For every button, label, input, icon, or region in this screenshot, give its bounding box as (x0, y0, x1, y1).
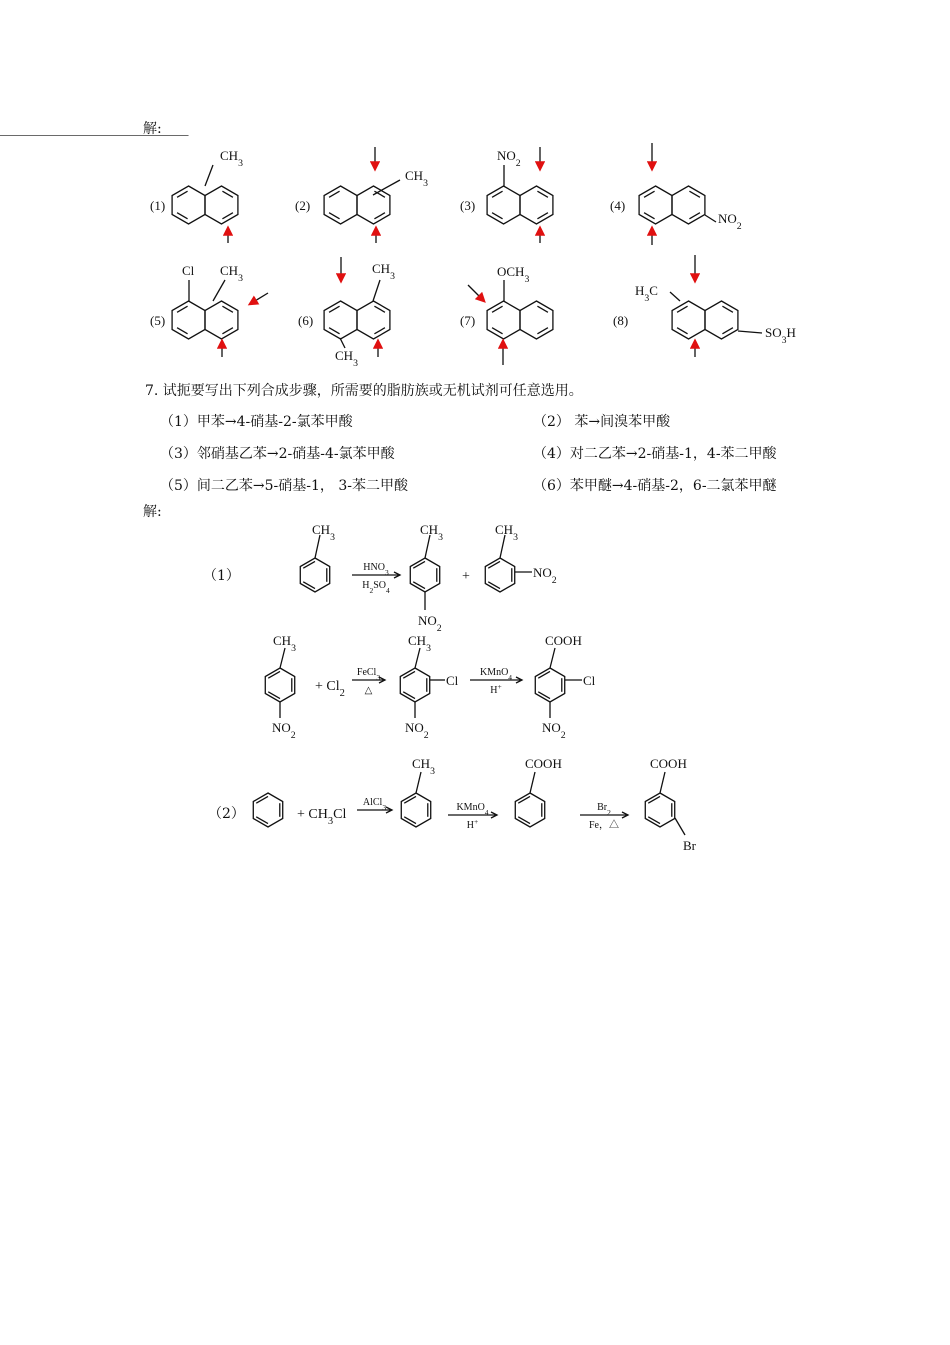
group-ch3: $CH_3$ (420, 522, 443, 543)
double-bond (518, 817, 530, 824)
substituent-bond (738, 331, 762, 333)
double-bond (648, 796, 660, 803)
reagent-above: KMnO$_4$ (456, 802, 489, 817)
double-bond (538, 692, 550, 699)
cl2-reagent: + $Cl_2$ (315, 679, 345, 699)
reagent-above: $HNO_3$ (363, 562, 389, 577)
ring (485, 558, 514, 592)
ring (705, 301, 738, 339)
double-bond (488, 582, 500, 589)
ring (172, 301, 205, 339)
group-cl: Cl (446, 673, 459, 688)
substituent-bond (205, 165, 213, 186)
item-number-8: (8) (613, 313, 629, 328)
ring (205, 301, 238, 339)
naphthalene-6 (324, 301, 390, 339)
double-bond (413, 561, 425, 568)
reagent-below: H+ (490, 681, 502, 696)
naphthalene-1 (172, 186, 238, 224)
item-number-7: (7) (460, 313, 476, 328)
red-arrow (250, 293, 268, 304)
plus-sign: + (462, 569, 470, 584)
substituent-h3c: $H_3C$ (635, 283, 658, 304)
ring (645, 793, 674, 827)
group-no2: $NO_2$ (418, 613, 442, 634)
substituent-cl: Cl (182, 263, 195, 278)
double-bond (403, 671, 415, 678)
double-bond (268, 692, 280, 699)
item-number-2: (2) (295, 198, 311, 213)
ring (357, 186, 390, 224)
substituent-bond (530, 772, 535, 793)
ring (400, 668, 429, 702)
group-ch3: $CH_3$ (412, 756, 435, 777)
group-ch3: $CH_3$ (495, 522, 518, 543)
double-bond (488, 561, 500, 568)
m-bromobenzoic-acid (645, 793, 674, 827)
naphthalene-structures (0, 135, 950, 370)
substituent-bond (705, 215, 716, 222)
substituent-bond (280, 648, 285, 668)
item-number-5: (5) (150, 313, 166, 328)
ring (324, 186, 357, 224)
ring (410, 558, 439, 592)
substituent-ch3: $CH_3$ (372, 261, 395, 282)
group-no2: $NO_2$ (405, 720, 429, 741)
answer-label-7: 解: (143, 504, 162, 520)
double-bond (648, 817, 660, 824)
q7-item-2: （2） 苯→间溴苯甲酸 (533, 414, 671, 430)
substituent-och3: $OCH_3$ (497, 264, 530, 285)
reagent-above: $Br_2$ (597, 802, 611, 817)
ring (520, 186, 553, 224)
substituent-bond (500, 535, 505, 558)
double-bond (518, 796, 530, 803)
benzene (253, 793, 282, 827)
group-cooh: COOH (650, 756, 687, 771)
ring (253, 793, 282, 827)
substituent-bond (425, 535, 430, 558)
group-cooh: COOH (545, 633, 582, 648)
item-number-6: (6) (298, 313, 314, 328)
naphthalene-8 (672, 301, 738, 339)
ch3cl-reagent: + $CH_3Cl$ (297, 807, 347, 827)
naphthalene-4 (639, 186, 705, 224)
substituent-bond (550, 648, 555, 668)
substituent-no2: $NO_2$ (497, 148, 521, 169)
substituent-bond (415, 648, 420, 668)
substituent-bond (315, 535, 320, 558)
reagent-below: $H_2SO_4$ (362, 580, 390, 595)
ring (487, 301, 520, 339)
substituent-bond (670, 292, 680, 301)
item-number-3: (3) (460, 198, 476, 213)
group-ch3: $CH_3$ (312, 522, 335, 543)
double-bond (404, 796, 416, 803)
q7-item-6: （6）苯甲醚→4-硝基-2，6-二氯苯甲醚 (533, 478, 777, 494)
q7-item-4: （4）对二乙苯→2-硝基-1，4-苯二甲酸 (533, 446, 777, 462)
reagent-below: △ (364, 685, 373, 696)
synthesis-1-label: （1） (203, 568, 240, 584)
synthesis-schemes (0, 510, 950, 860)
item-number-1: (1) (150, 198, 166, 213)
toluene (401, 793, 430, 827)
double-bond (268, 671, 280, 678)
ring (639, 186, 672, 224)
group-no2: $NO_2$ (272, 720, 296, 741)
naphthalene-7 (487, 301, 553, 339)
o-nitrotoluene (485, 558, 514, 592)
ring (515, 793, 544, 827)
double-bond (538, 671, 550, 678)
naphthalene-3 (487, 186, 553, 224)
double-bond (303, 561, 315, 568)
p-nitrotoluene (410, 558, 439, 592)
q7-item-1: （1）甲苯→4-硝基-2-氯苯甲酸 (160, 414, 353, 430)
substituent-bond (675, 818, 685, 835)
double-bond (256, 796, 268, 803)
double-bond (303, 582, 315, 589)
substituent-no2: $NO_2$ (718, 211, 742, 232)
synthesis-2-label: （2） (208, 806, 245, 822)
substituent-bond (660, 772, 665, 793)
naphthalene-5 (172, 301, 238, 339)
group-br: Br (683, 838, 696, 853)
double-bond (413, 582, 425, 589)
group-no2: $NO_2$ (542, 720, 566, 741)
group-no2: $NO_2$ (533, 565, 557, 586)
reagent-above: AlCl$_3$ (362, 797, 387, 812)
ring (672, 301, 705, 339)
p-nitrotoluene (265, 668, 294, 702)
item-number-4: (4) (610, 198, 626, 213)
double-bond (403, 692, 415, 699)
substituent-so3h: $SO_3H$ (765, 325, 796, 346)
ring (300, 558, 329, 592)
product-acid-1 (535, 668, 564, 702)
reagent-above: FeCl$_3$ (356, 667, 381, 682)
substituent-ch3: $CH_3$ (335, 348, 358, 369)
ring (535, 668, 564, 702)
substituent-ch3: $CH_3$ (220, 148, 243, 169)
ring (172, 186, 205, 224)
question-7-title: 7. 试扼要写出下列合成步骤，所需要的脂肪族或无机试剂可任意选用。 (145, 383, 583, 399)
substituent-ch3: $CH_3$ (220, 263, 243, 284)
ring (324, 301, 357, 339)
benzoic-acid (515, 793, 544, 827)
reagent-below: Fe，△ (589, 820, 619, 831)
toluene (300, 558, 329, 592)
group-ch3: $CH_3$ (408, 633, 431, 654)
double-bond (256, 817, 268, 824)
ring (672, 186, 705, 224)
ring (401, 793, 430, 827)
ring (205, 186, 238, 224)
substituent-bond (373, 280, 380, 301)
red-arrow (468, 285, 484, 301)
ring (265, 668, 294, 702)
group-cooh: COOH (525, 756, 562, 771)
substituent-bond (416, 772, 421, 793)
q7-item-5: （5）间二乙苯→5-硝基-1， 3-苯二甲酸 (160, 478, 409, 494)
substituent-bond (340, 338, 345, 348)
substituent-bond (213, 280, 225, 301)
q7-item-3: （3）邻硝基乙苯→2-硝基-4-氯苯甲酸 (160, 446, 395, 462)
answer-label-6: 解: (143, 121, 162, 137)
group-cl: Cl (583, 673, 596, 688)
double-bond (404, 817, 416, 824)
reagent-below: H+ (466, 816, 479, 831)
group-ch3: $CH_3$ (273, 633, 296, 654)
ring (487, 186, 520, 224)
substituent-ch3: $CH_3$ (405, 168, 428, 189)
ring (520, 301, 553, 339)
ring (357, 301, 390, 339)
chloronitrotoluene (400, 668, 429, 702)
reagent-above: KMnO$_4$ (479, 667, 513, 682)
